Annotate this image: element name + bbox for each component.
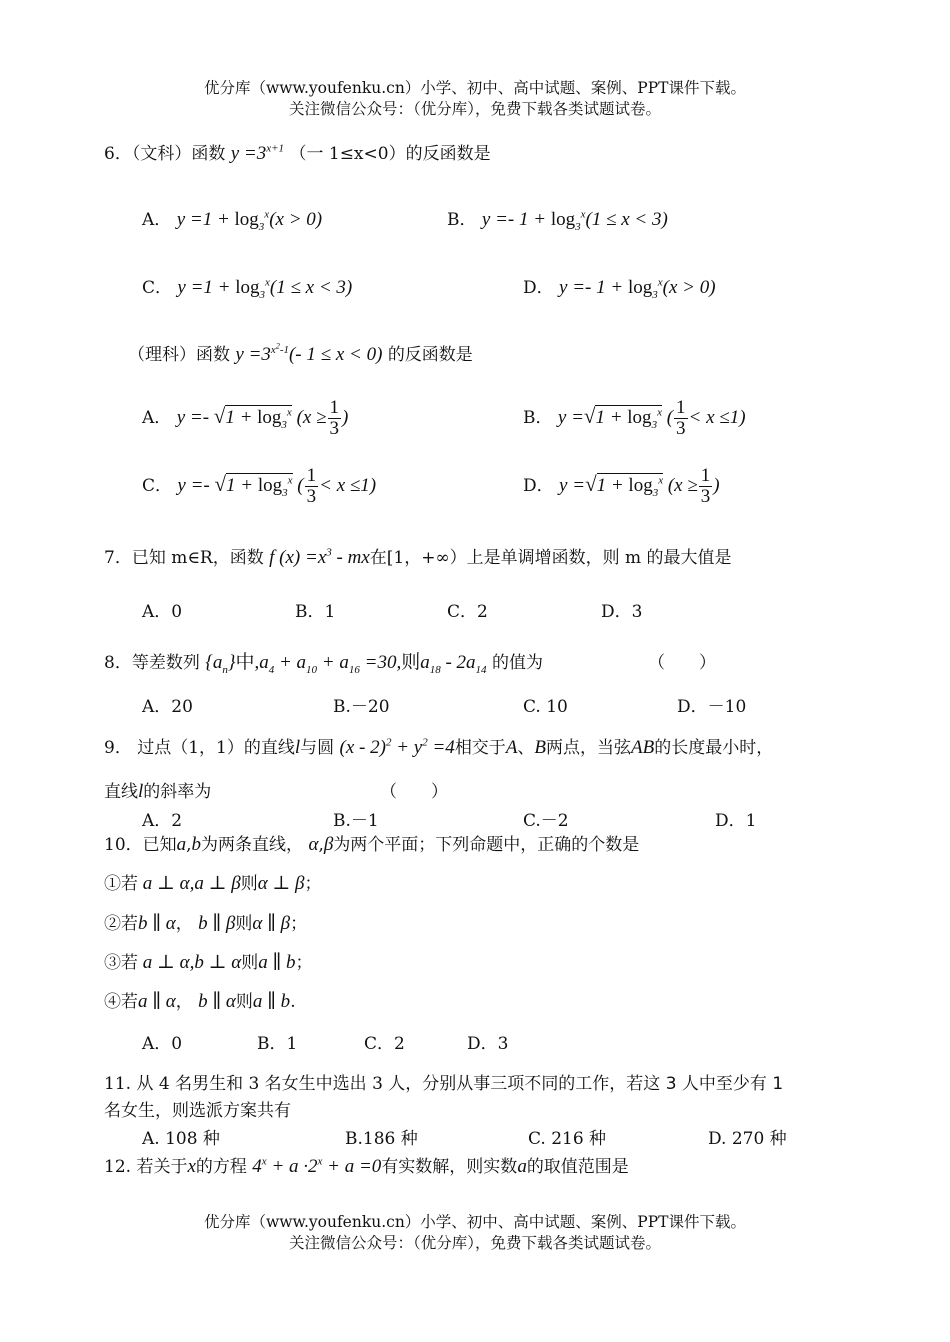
q9-option-a: A．2 bbox=[142, 811, 183, 831]
q6-stem-wen: 6．（文科）函数 $y =3^{x+1}$ （一 1≤x<0）的反函数是 bbox=[104, 142, 491, 164]
q11-option-d: D. 270 种 bbox=[708, 1129, 787, 1149]
q10-option-c: C．2 bbox=[364, 1034, 405, 1054]
q11-option-a: A. 108 种 bbox=[142, 1129, 220, 1149]
q6-wen-option-b: B． $y =- 1 + \log_3^x(1 \le x < 3)$ bbox=[447, 208, 668, 233]
q7-option-a: A．0 bbox=[142, 602, 183, 622]
q7-option-d: D．3 bbox=[601, 602, 643, 622]
q9-option-c: C.－2 bbox=[523, 811, 569, 831]
q10-statement-4: ④若a ∥ α， b ∥ α则a ∥ b. bbox=[104, 991, 296, 1012]
q10-stem: 10．已知a,b为两条直线， α,β为两个平面；下列命题中，正确的个数是 bbox=[104, 834, 640, 855]
q10-statement-1: ①若 a ⊥ α,a ⊥ β则α ⊥ β； bbox=[104, 873, 322, 894]
q10-option-d: D．3 bbox=[467, 1034, 509, 1054]
q8-option-a: A．20 bbox=[142, 697, 193, 717]
q10-option-a: A．0 bbox=[142, 1034, 183, 1054]
q6-function-formula: $y =3^{x+1}$ bbox=[230, 142, 285, 164]
q7-option-c: C．2 bbox=[447, 602, 488, 622]
q9-answer-bracket: （ ） bbox=[380, 782, 448, 802]
q11-option-c: C. 216 种 bbox=[528, 1129, 607, 1149]
q8-answer-bracket: （ ） bbox=[648, 653, 716, 673]
q11-stem-line-1: 11. 从 4 名男生和 3 名女生中选出 3 人，分别从事三项不同的工作，若这 3 人中至少有 1 bbox=[104, 1074, 784, 1094]
q8-stem: 8．等差数列 $\{a_n\}$中$,a_4 + a_{10} + a_{16} =30$,则$a_{18} - 2a_{14}$ 的值为 bbox=[104, 652, 543, 676]
q9-option-d: D．1 bbox=[715, 811, 757, 831]
q6-wen-option-a: A． $y =1 + \log_3^x(x > 0)$ bbox=[142, 208, 323, 233]
q6-li-option-a: A． $y =- √1 + \log_3^x (x$ ≥ $\frac{1}{3}$ ) bbox=[142, 397, 349, 439]
footer-line-2: 关注微信公众号：（优分库），免费下载各类试题试卷。 bbox=[288, 1234, 661, 1252]
q11-stem-line-2: 名女生，则选派方案共有 bbox=[104, 1101, 291, 1121]
q8-option-b: B.－20 bbox=[333, 697, 390, 717]
q9-option-b: B.－1 bbox=[333, 811, 379, 831]
q10-statement-3: ③若 a ⊥ α,b ⊥ α则a ∥ b； bbox=[104, 952, 313, 973]
q12-stem: 12. 若关于x的方程 $4^x + a \cdot 2^x + a =0$有实数解，则实数a的取值范围是 bbox=[104, 1155, 629, 1177]
q11-option-b: B.186 种 bbox=[345, 1129, 418, 1149]
q9-stem-line-1: 9． 过点（1，1）的直线l与圆 $(x - 2)^2 + y^2 =4$相交于A、B两点，当弦AB的长度最小时， bbox=[104, 736, 774, 758]
q6-li-option-b: B． $y =√1 + \log_3^x$ ( $\frac{1}{3}$ < x ≤1) bbox=[523, 397, 746, 439]
q7-option-b: B．1 bbox=[295, 602, 336, 622]
q10-option-b: B．1 bbox=[257, 1034, 298, 1054]
footer-line-1: 优分库（www.youfenku.cn）小学、初中、高中试题、案例、PPT课件下载。 bbox=[203, 1213, 747, 1231]
q9-stem-line-2: 直线l的斜率为 bbox=[104, 781, 212, 802]
q6-wen-option-c: C． $y =1 + \log_3^x(1 \le x < 3)$ bbox=[142, 276, 353, 301]
header-line-2: 关注微信公众号：（优分库），免费下载各类试题试卷。 bbox=[288, 100, 661, 118]
q8-option-c: C. 10 bbox=[523, 697, 568, 717]
q6-stem-li: （理科）函数 $y =3^{x^2-1}(-$ 1 ≤ x < 0) 的反函数是 bbox=[128, 341, 473, 365]
q6-wen-option-d: D． $y =- 1 + \log_3^x(x > 0)$ bbox=[523, 276, 716, 301]
q6-li-option-c: C． $y =- √1 + \log_3^x$ ( $\frac{1}{3}$ < x ≤1) bbox=[142, 465, 377, 507]
q8-option-d: D．－10 bbox=[677, 697, 747, 717]
q10-statement-2: ②若b ∥ α， b ∥ β则α ∥ β； bbox=[104, 913, 308, 934]
q6-li-option-d: D． $y =√1 + \log_3^x (x$ ≥ $\frac{1}{3}$ ) bbox=[523, 465, 720, 507]
header-line-1: 优分库（www.youfenku.cn）小学、初中、高中试题、案例、PPT课件下载。 bbox=[203, 79, 747, 97]
q7-stem: 7．已知 m∈R，函数 f $(x) =x^3$ - mx在[1，+∞）上是单调增函数，则 m 的最大值是 bbox=[104, 546, 732, 568]
